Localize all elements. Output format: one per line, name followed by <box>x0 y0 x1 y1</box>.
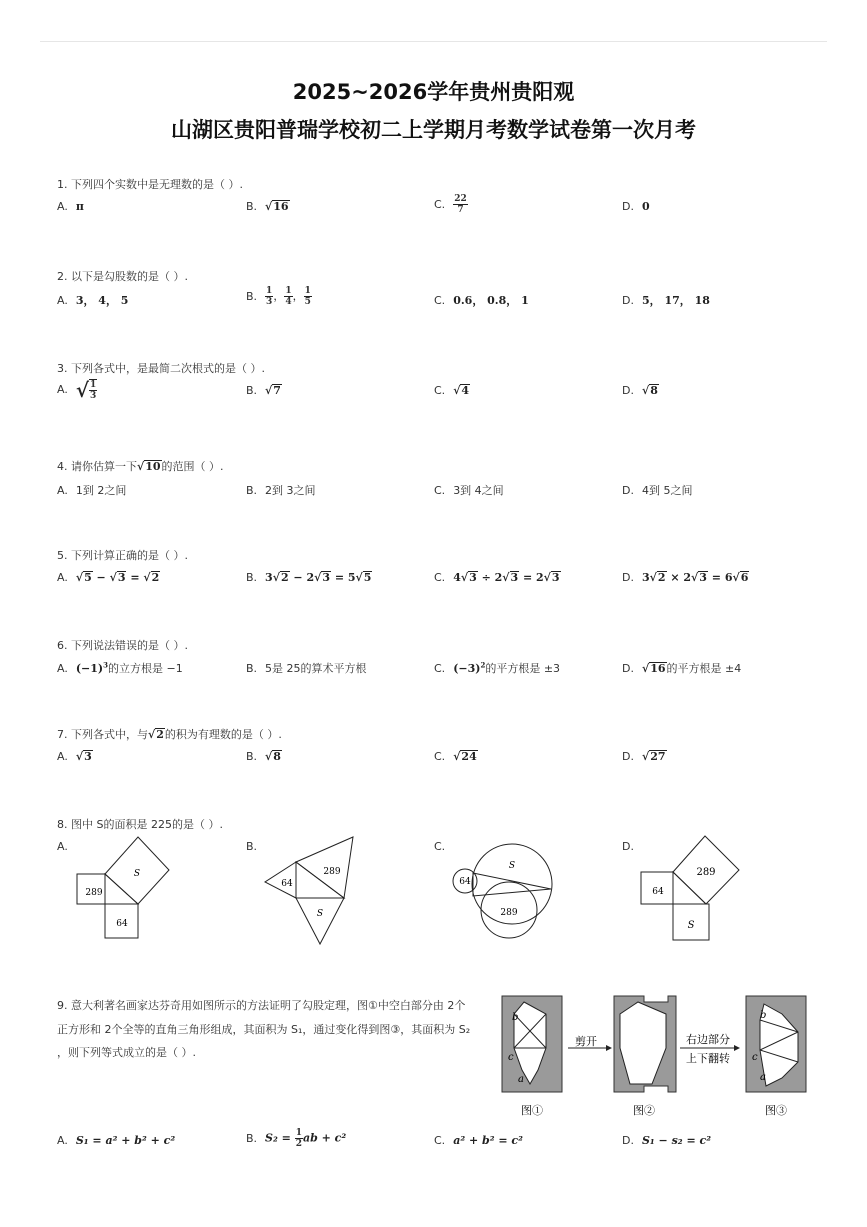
q8-figure-a[interactable] <box>70 832 180 944</box>
q8c-label-2: S <box>508 861 516 871</box>
q5-option-b[interactable]: B. 3√2 − 2√3 = 5√5 <box>246 571 372 584</box>
q2-option-a[interactable]: A. 3， 4， 5 <box>57 294 129 307</box>
q8-option-b-letter[interactable]: B. <box>246 840 258 853</box>
q8c-label-3: 289 <box>500 908 518 918</box>
q8-figure-c[interactable] <box>448 832 558 942</box>
q9-fig1-c: c <box>508 1052 514 1063</box>
question-5-stem: 5. 下列计算正确的是（ ）. <box>57 549 188 562</box>
q4-option-d[interactable]: D. 4到 5之间 <box>622 484 693 497</box>
q8d-label-2: 64 <box>652 887 664 897</box>
q3-option-b[interactable]: B. √7 <box>246 384 281 397</box>
q9-fig3-a: a <box>760 1072 766 1083</box>
q3-option-c[interactable]: C. √4 <box>434 384 470 397</box>
q4-option-c[interactable]: C. 3到 4之间 <box>434 484 504 497</box>
question-9-line1: 9. 意大利著名画家达芬奇用如图所示的方法证明了勾股定理，图①中空白部分由 2个 <box>57 999 466 1012</box>
q9-fig3-caption: 图③ <box>765 1104 787 1117</box>
q8b-label-3: S <box>316 909 324 919</box>
q9-option-c[interactable]: C. a² + b² = c² <box>434 1134 523 1147</box>
q5-option-c[interactable]: C. 4√3 ÷ 2√3 = 2√3 <box>434 571 560 584</box>
q7-option-a[interactable]: A. √3 <box>57 750 92 763</box>
question-1-stem: 1. 下列四个实数中是无理数的是（ ）. <box>57 178 243 191</box>
q8a-label-3: 64 <box>116 919 128 929</box>
q8-figure-b[interactable] <box>260 832 370 950</box>
question-7-stem: 7. 下列各式中，与√2的积为有理数的是（ ）. <box>57 728 282 741</box>
question-8-stem: 8. 图中 S的面积是 225的是（ ）. <box>57 818 223 831</box>
question-9-line3: ，则下列等式成立的是（ ）. <box>57 1046 196 1059</box>
q2-option-c[interactable]: C. 0.6， 0.8， 1 <box>434 294 529 307</box>
q7-option-d[interactable]: D. √27 <box>622 750 666 763</box>
page-title-line1: 2025~2026学年贵州贵阳观 <box>292 80 575 104</box>
q3-option-d[interactable]: D. √8 <box>622 384 658 397</box>
q6-option-a[interactable]: A. $(-1)^3$的立方根是 −1 <box>57 660 183 675</box>
q9-fig2-caption: 图② <box>633 1104 655 1117</box>
q7-option-b[interactable]: B. √8 <box>246 750 281 763</box>
q9-option-d[interactable]: D. S₁ − s₂ = c² <box>622 1134 712 1147</box>
q8-figure-d[interactable] <box>636 832 746 947</box>
q9-fig1-a: a <box>518 1074 524 1085</box>
q9-fig1-caption: 图① <box>521 1104 543 1117</box>
q4-option-a[interactable]: A. 1到 2之间 <box>57 484 127 497</box>
q9-fig1-b: b <box>512 1012 519 1023</box>
q9-arrow2-label-a: 右边部分 <box>686 1033 730 1046</box>
question-3-stem: 3. 下列各式中，是最简二次根式的是（ ）. <box>57 362 265 375</box>
q9-arrow2-label-b: 上下翻转 <box>686 1052 730 1065</box>
q8b-label-2: 289 <box>323 867 341 877</box>
q7-option-c[interactable]: C. √24 <box>434 750 477 763</box>
q8-option-a-letter[interactable]: A. <box>57 840 68 853</box>
q8-option-d-letter[interactable]: D. <box>622 840 634 853</box>
q3-option-a[interactable]: A. √ $\frac{1}{3}$ <box>57 378 97 402</box>
q8b-label-1: 64 <box>281 879 293 889</box>
q2-option-b[interactable]: B. $\frac{1}{3}$ ， $\frac{1}{4}$ ， $\frac{1}{5}$ <box>246 286 311 307</box>
q1-option-a[interactable]: A. π <box>57 200 84 213</box>
q8d-label-3: S <box>687 920 695 931</box>
question-6-stem: 6. 下列说法错误的是（ ）. <box>57 639 188 652</box>
question-4-stem: 4. 请你估算一下√10的范围（ ）. <box>57 460 224 473</box>
q1-option-d[interactable]: D. 0 <box>622 200 650 213</box>
q9-figure-group <box>498 990 810 1126</box>
q8-option-c-letter[interactable]: C. <box>434 840 446 853</box>
q8c-label-1: 64 <box>459 877 471 887</box>
page-title-line2: 山湖区贵阳普瑞学校初二上学期月考数学试卷第一次月考 <box>171 118 696 142</box>
q6-option-d[interactable]: D. √16的平方根是 ±4 <box>622 662 742 675</box>
q9-arrow1-label: 剪开 <box>575 1035 597 1048</box>
q4-option-b[interactable]: B. 2到 3之间 <box>246 484 316 497</box>
question-9-line2: 正方形和 2个全等的直角三角形组成，其面积为 S₁，通过变化得到图③，其面积为 S₂ <box>57 1023 471 1036</box>
q8a-label-2: S <box>133 869 141 879</box>
q9-fig3-c: c <box>752 1052 758 1063</box>
header-divider <box>40 41 827 42</box>
q5-option-a[interactable]: A. √5 − √3 = √2 <box>57 571 160 584</box>
q9-option-b[interactable]: B. S₂ = $\frac{1}{2}$ ab + c² <box>246 1128 347 1149</box>
q8a-label-1: 289 <box>85 888 103 898</box>
q6-option-b[interactable]: B. 5是 25的算术平方根 <box>246 662 367 675</box>
q1-option-b[interactable]: B. √16 <box>246 200 289 213</box>
q9-option-a[interactable]: A. S₁ = a² + b² + c² <box>57 1134 176 1147</box>
q6-option-c[interactable]: C. $(-3)^2$的平方根是 ±3 <box>434 660 561 675</box>
q1-option-c[interactable]: C. $\frac{22}{7}$ <box>434 194 467 215</box>
question-2-stem: 2. 以下是勾股数的是（ ）. <box>57 270 188 283</box>
q9-fig3-b: b <box>760 1010 767 1021</box>
q8d-label-1: 289 <box>696 867 716 878</box>
q5-option-d[interactable]: D. 3√2 × 2√3 = 6√6 <box>622 571 749 584</box>
q2-option-d[interactable]: D. 5， 17， 18 <box>622 294 710 307</box>
